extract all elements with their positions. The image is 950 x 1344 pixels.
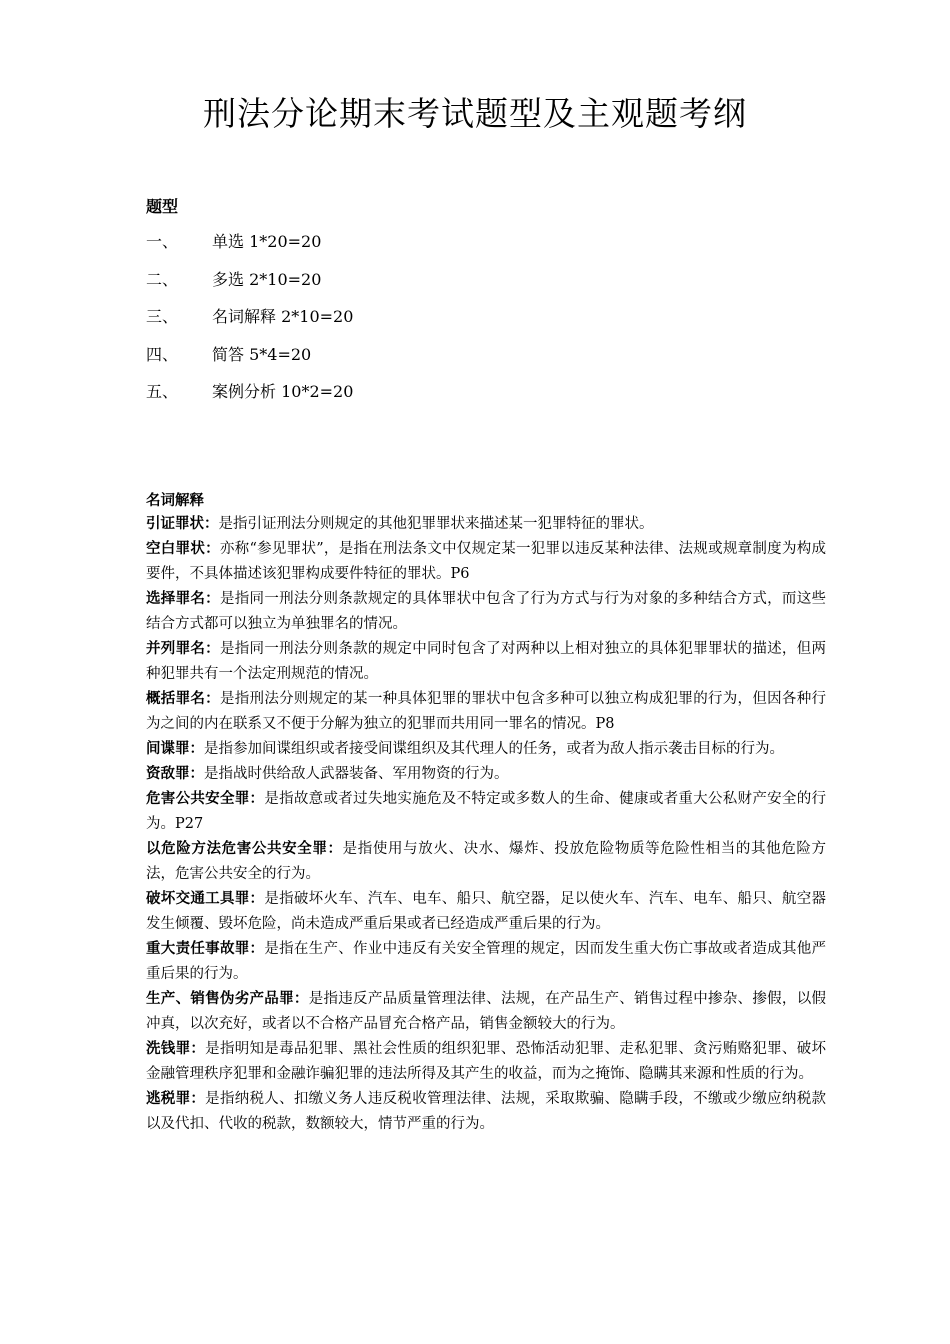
term-text: 是指引证刑法分则规定的其他犯罪罪状来描述某一犯罪特征的罪状。 [218,516,654,532]
term-definition [146,687,826,737]
question-type-text: 多选 2*10=20 [212,269,322,289]
question-type-item [146,380,353,418]
term-name: 选择罪名： [146,591,220,607]
term-text: 是指刑法分则规定的某一种具体犯罪的罪状中包含多种可以独立构成犯罪的行为，但因各种行为之间的内在联系又不便于分解为独立的犯罪而共用同一罪名的情况。P8 [146,691,827,732]
question-type-text: 简答 5*4=20 [212,344,312,364]
term-name: 破坏交通工具罪： [146,891,265,907]
term-text: 是指参加间谍组织或者接受间谍组织及其代理人的任务，或者为敌人指示袭击目标的行为。 [204,741,784,757]
term-text: 是指同一刑法分则条款的规定中同时包含了对两种以上相对独立的具体犯罪罪状的描述，但两种犯罪共有一个法定刑规范的情况。 [146,641,827,682]
terms-heading: 名词解释 [146,493,204,509]
term-definition [146,587,826,637]
term-text: 是指故意或者过失地实施危及不特定或多数人的生命、健康或者重大公私财产安全的行为。P27 [146,791,826,832]
term-name: 逃税罪： [146,1091,206,1107]
term-name: 资敌罪： [146,766,204,782]
question-type-text: 单选 1*20=20 [212,232,322,251]
question-type-item [146,230,353,268]
term-definition [146,637,826,687]
question-type-number: 五、 [146,382,179,401]
term-name: 重大责任事故罪： [146,941,265,957]
term-definition [146,737,826,762]
term-text: 是指同一刑法分则条款规定的具体罪状中包含了行为方式与行为对象的多种结合方式，而这些结合方式都可以独立为单独罪名的情况。 [146,591,827,632]
question-types-heading: 题型 [146,197,179,216]
term-name: 空白罪状： [146,541,220,557]
question-type-number: 三、 [146,307,179,326]
term-definition [146,887,826,937]
question-type-item [146,268,353,306]
term-definition [146,837,826,887]
term-name: 危害公共安全罪： [146,791,265,807]
term-name: 以危险方法危害公共安全罪： [146,841,343,857]
term-name: 并列罪名： [146,641,220,657]
question-type-number: 四、 [146,344,179,364]
term-definition [146,762,826,787]
term-name: 洗钱罪： [146,1041,206,1057]
term-definitions-list [146,512,826,1137]
question-type-text: 案例分析 10*2=20 [212,382,354,401]
question-type-text: 名词解释 2*10=20 [212,307,354,326]
term-text: 亦称“参见罪状”，是指在刑法条文中仅规定某一犯罪以违反某种法律、法规或规章制度为构成要件，不具体描述该犯罪构成要件特征的罪状。P6 [146,541,827,582]
term-name: 概括罪名： [146,691,220,707]
term-definition [146,537,826,587]
question-type-number: 一、 [146,232,179,251]
question-type-number: 二、 [146,269,179,289]
term-definition [146,787,826,837]
term-text: 是指战时供给敌人武器装备、军用物资的行为。 [204,766,509,782]
term-name: 间谍罪： [146,741,204,757]
term-definition [146,1087,826,1137]
question-types-list [146,230,353,418]
question-type-item [146,305,353,343]
question-type-item [146,343,353,381]
term-text: 是指在生产、作业中违反有关安全管理的规定，因而发生重大伤亡事故或者造成其他严重后果的行为。 [146,941,826,982]
term-definition [146,987,826,1037]
term-text: 是指使用与放火、决水、爆炸、投放危险物质等危险性相当的其他危险方法，危害公共安全的行为。 [146,841,826,882]
term-text: 是指违反产品质量管理法律、法规，在产品生产、销售过程中掺杂、掺假，以假冲真，以次充好，或者以不合格产品冒充合格产品，销售金额较大的行为。 [146,991,827,1032]
term-definition [146,937,826,987]
term-name: 生产、销售伪劣产品罪： [146,991,309,1007]
term-text: 是指破坏火车、汽车、电车、船只、航空器，足以使火车、汽车、电车、船只、航空器发生倾覆、毁坏危险，尚未造成严重后果或者已经造成严重后果的行为。 [146,891,826,932]
term-name: 引证罪状： [146,516,219,532]
document-title: 刑法分论期末考试题型及主观题考纲 [203,94,747,133]
term-text: 是指纳税人、扣缴义务人违反税收管理法律、法规，采取欺骗、隐瞒手段，不缴或少缴应纳税款以及代扣、代收的税款，数额较大，情节严重的行为。 [146,1091,826,1132]
term-definition [146,512,826,537]
term-definition [146,1037,826,1087]
term-text: 是指明知是毒品犯罪、黑社会性质的组织犯罪、恐怖活动犯罪、走私犯罪、贪污贿赂犯罪、破坏金融管理秩序犯罪和金融诈骗犯罪的违法所得及其产生的收益，而为之掩饰、隐瞒其来源和性质的行为。 [146,1041,826,1082]
